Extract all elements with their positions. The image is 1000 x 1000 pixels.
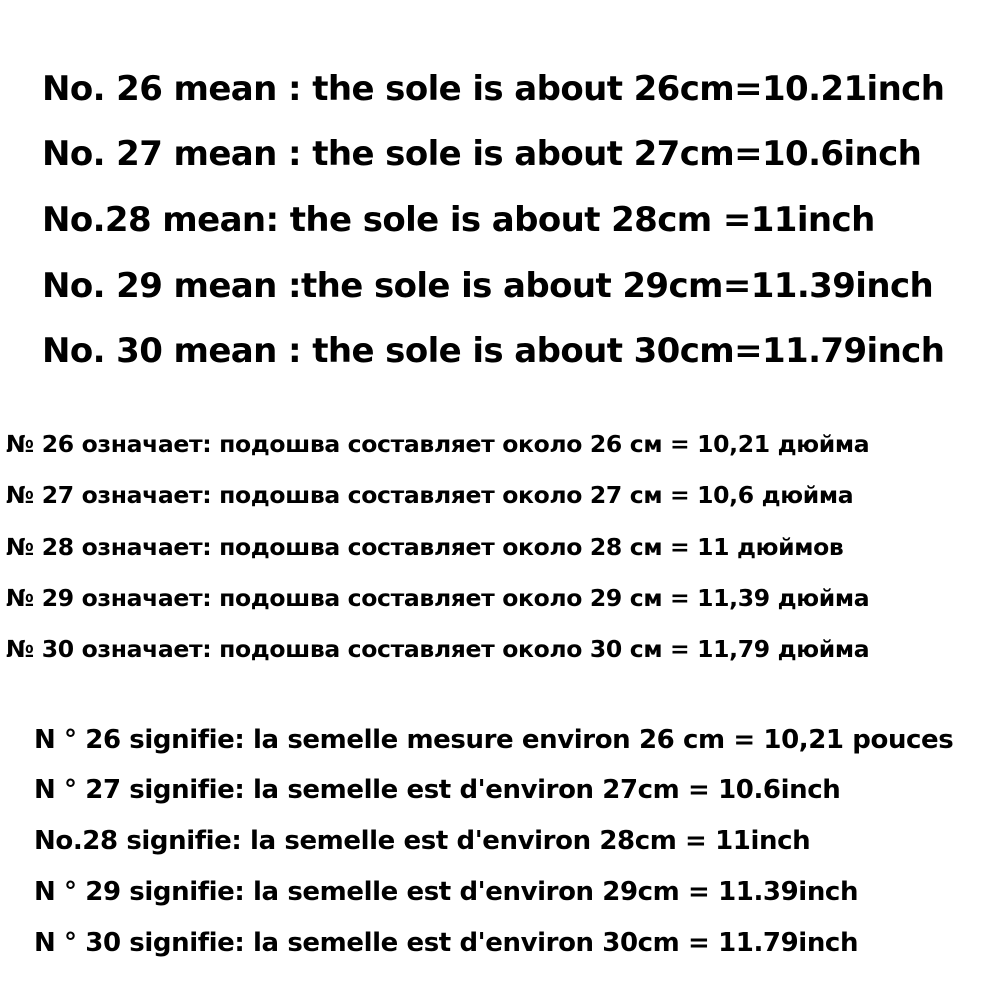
size-line-en-26: No. 26 mean : the sole is about 26cm=10.21inch <box>42 69 945 109</box>
size-line-fr-30: N ° 30 signifie: la semelle est d'environ 30cm = 11.79inch <box>34 928 859 958</box>
size-line-ru-28: № 28 означает: подошва составляет около 28 см = 11 дюймов <box>6 533 844 561</box>
size-line-ru-26: № 26 означает: подошва составляет около 26 см = 10,21 дюйма <box>6 430 870 458</box>
size-line-fr-27: N ° 27 signifie: la semelle est d'environ 27cm = 10.6inch <box>34 775 841 805</box>
size-line-ru-29: № 29 означает: подошва составляет около 29 см = 11,39 дюйма <box>6 584 870 612</box>
size-line-en-30: No. 30 mean : the sole is about 30cm=11.79inch <box>42 331 945 371</box>
size-line-en-29: No. 29 mean :the sole is about 29cm=11.39inch <box>42 266 934 306</box>
size-line-fr-26: N ° 26 signifie: la semelle mesure environ 26 cm = 10,21 pouces <box>34 725 954 755</box>
size-line-fr-28: No.28 signifie: la semelle est d'environ 28cm = 11inch <box>34 826 811 856</box>
size-line-fr-29: N ° 29 signifie: la semelle est d'environ 29cm = 11.39inch <box>34 877 859 907</box>
size-line-en-28: No.28 mean: the sole is about 28cm =11inch <box>42 200 875 240</box>
size-line-ru-27: № 27 означает: подошва составляет около 27 см = 10,6 дюйма <box>6 481 854 509</box>
size-line-ru-30: № 30 означает: подошва составляет около 30 см = 11,79 дюйма <box>6 635 870 663</box>
size-line-en-27: No. 27 mean : the sole is about 27cm=10.6inch <box>42 134 922 174</box>
